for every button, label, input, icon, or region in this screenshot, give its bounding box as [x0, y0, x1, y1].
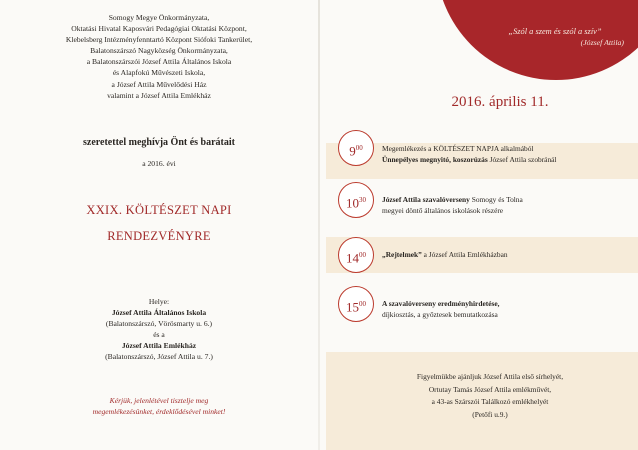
time-minutes: 00	[359, 251, 366, 259]
note-line: (Petőfi u.9.)	[472, 409, 508, 419]
time-minutes: 00	[359, 300, 366, 308]
organizer-line: és Alapfokú Művészeti Iskola,	[112, 68, 206, 78]
event-title-line1: XXIX. KÖLTÉSZET NAPI	[86, 203, 232, 217]
organizer-line: Somogy Megye Önkormányzata,	[108, 13, 210, 22]
organizer-line: Klebelsberg Intézményfenntartó Központ Siófoki Tankerület,	[65, 35, 253, 45]
quote-author: (József Attila)	[580, 38, 624, 47]
venue-and: és a	[153, 330, 165, 340]
time-hour: 14	[346, 250, 359, 266]
venue1-name: József Attila Általános Iskola	[111, 308, 207, 318]
event-line-normal: József Attila szobránál	[487, 155, 557, 164]
venue2-address: (Balatonszárszó, József Attila u. 7.)	[105, 352, 213, 362]
event-line-normal: a József Attila Emlékházban	[421, 250, 508, 259]
right-panel	[320, 0, 638, 450]
event-text	[382, 143, 622, 165]
event-line-bold: A szavalóverseny eredményhirdetése,	[382, 299, 500, 308]
venue-label: Helye:	[148, 297, 170, 306]
event-line: Megemlékezés a KÖLTÉSZET NAPJA alkalmából	[382, 144, 534, 153]
venue2-name: József Attila Emlékház	[121, 341, 197, 351]
event-line-bold: József Attila szavalóverseny	[382, 195, 470, 204]
closing-text	[0, 395, 318, 417]
organizer-line: a József Attila Művelődési Ház	[111, 79, 207, 89]
venue1-address: (Balatonszárszó, Vörösmarty u. 6.)	[105, 319, 213, 329]
time-badge	[338, 130, 374, 166]
note-block	[360, 371, 620, 421]
event-line-bold: Ünnepélyes megnyitó, koszorúzás	[382, 155, 488, 164]
event-line-normal: Somogy és Tolna	[469, 195, 523, 204]
quote-text: „Szól a szem és szól a szív”	[508, 27, 602, 36]
quote-block	[480, 26, 630, 48]
time-badge	[338, 286, 374, 322]
note-line: Ortutay Tamás József Attila emlékművét,	[428, 384, 552, 394]
organizer-line: a Balatonszárszói József Attila Általános Iskola	[86, 57, 232, 67]
time-minutes: 30	[359, 196, 366, 204]
note-line: Figyelmükbe ajánljuk József Attila első sírhelyét,	[416, 372, 564, 381]
note-line: a 43-as Szárszói Találkozó emlékhelyét	[431, 397, 549, 406]
invite-text: szeretettel meghívja Önt és barátait	[83, 137, 235, 148]
time-minutes: 00	[355, 144, 363, 152]
event-line: díjkiosztás, a győztesek bemutatkozása	[382, 310, 498, 319]
time-hour: 10	[346, 195, 359, 211]
event-title-line2: RENDEZVÉNYRE	[107, 229, 211, 243]
event-text	[382, 298, 622, 320]
year-line: a 2016. évi	[142, 159, 176, 168]
time-badge	[338, 237, 374, 273]
event-text	[382, 194, 622, 216]
organizer-line: valamint a József Attila Emlékház	[107, 90, 211, 100]
event-date: 2016. április 11.	[451, 94, 549, 110]
organizer-line: Oktatási Hivatal Kaposvári Pedagógiai Oktatási Központ,	[71, 24, 247, 34]
time-badge	[338, 182, 374, 218]
closing-line: megemlékezésünket, érdeklődésével minket!	[92, 407, 226, 417]
event-line-bold: „Rejtelmek”	[382, 250, 422, 259]
time-hour: 15	[346, 299, 359, 315]
left-panel	[0, 0, 318, 450]
organizer-list	[0, 12, 318, 101]
event-text	[382, 249, 622, 260]
closing-line: Kérjük, jelenlétével tisztelje meg	[109, 396, 209, 405]
organizer-line: Balatonszárszó Nagyközség Önkormányzata,	[90, 46, 228, 56]
time-hour: 9	[349, 143, 356, 159]
event-line: megyei döntő általános iskolások részére	[382, 206, 504, 215]
venue-block	[0, 296, 318, 363]
